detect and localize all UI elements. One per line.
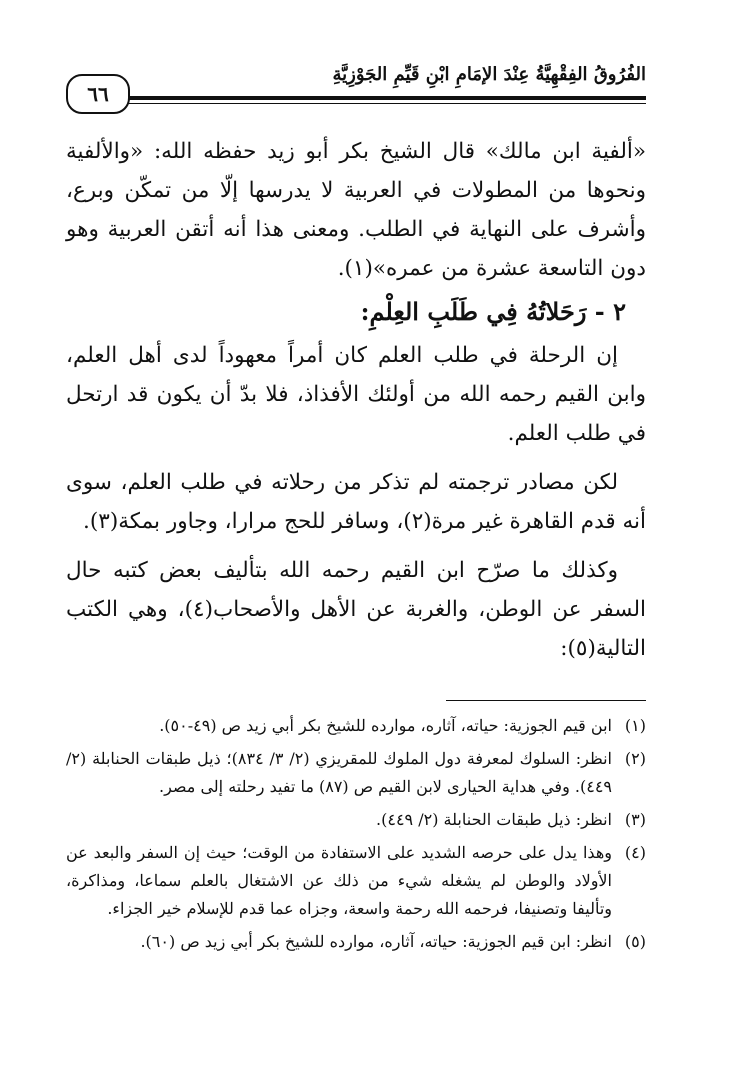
footnote-number: (٣) — [624, 810, 646, 829]
footnote — [66, 806, 646, 834]
footnote-separator — [446, 700, 646, 701]
main-text — [66, 132, 646, 668]
paragraph-2: إن الرحلة في طلب العلم كان أمراً معهوداً لدى أهل العلم، وابن القيم رحمه الله من أولئك الأفذاذ، فلا بدّ أن يكون قد ارتحل في طلب العلم. — [66, 343, 646, 446]
footnote-number: (١) — [624, 716, 646, 735]
footnote — [66, 712, 646, 740]
section-heading: ٢ - رَحَلاتُهُ فِي طَلَبِ العِلْمِ: — [360, 297, 626, 326]
footnote — [66, 839, 646, 923]
footnote — [66, 745, 646, 801]
footnote-text: ابن قيم الجوزية: حياته، آثاره، موارده للشيخ بكر أبي زيد ص (٤٩-٥٠). — [159, 716, 612, 735]
footnote-text: انظر: ابن قيم الجوزية: حياته، آثاره، موارده للشيخ بكر أبي زيد ص (٦٠). — [140, 932, 612, 951]
page-header — [66, 62, 646, 118]
footnote — [66, 928, 646, 956]
footnote-number: (٥) — [624, 932, 646, 951]
footnotes — [66, 712, 646, 961]
page-number: ٦٦ — [66, 74, 130, 114]
footnote-text: انظر: السلوك لمعرفة دول الملوك للمقريزي (٢/ ٣/ ٨٣٤)؛ ذيل طبقات الحنابلة (٢/ ٤٤٩). وفي هداية الحيارى لابن القيم ص (٨٧) ما تفيد رحلته إلى مصر. — [66, 749, 612, 796]
paragraph-1: «ألفية ابن مالك» قال الشيخ بكر أبو زيد حفظه الله: «والألفية ونحوها من المطولات في العربية لا يدرسها إلّا من تمكّن وبرع، وأشرف على النهاية في الطلب. ومعنى هذا أنه أتقن العربية وهو دون التاسعة عشرة من عمره»(١). — [66, 139, 646, 281]
footnote-number: (٢) — [624, 749, 646, 768]
footnote-number: (٤) — [624, 843, 646, 862]
header-rule-thin — [114, 103, 646, 104]
header-rule-thick — [114, 96, 646, 100]
paragraph-3: لكن مصادر ترجمته لم تذكر من رحلاته في طلب العلم، سوى أنه قدم القاهرة غير مرة(٢)، وسافر للحج مرارا، وجاور بمكة(٣). — [66, 470, 646, 534]
running-title: الفُرُوقُ الفِقْهِيَّةُ عِنْدَ الإمَامِ ابْنِ قَيِّمِ الجَوْزِيَّةِ — [332, 64, 646, 85]
footnote-text: انظر: ذيل طبقات الحنابلة (٢/ ٤٤٩). — [376, 810, 612, 829]
footnote-text: وهذا يدل على حرصه الشديد على الاستفادة من الوقت؛ حيث إن السفر والبعد عن الأولاد والوطن لم يشغله شيء من ذلك عن الاشتغال بالعلم سماعا، ومذاكرة، وتأليفا وتصنيفا، فرحمه الله رحمة واسعة، وجزاه عما قدم للإسلام خير الجزاء. — [66, 843, 612, 918]
paragraph-4: وكذلك ما صرّح ابن القيم رحمه الله بتأليف بعض كتبه حال السفر عن الوطن، والغربة عن الأهل والأصحاب(٤)، وهي الكتب التالية(٥): — [66, 558, 647, 661]
